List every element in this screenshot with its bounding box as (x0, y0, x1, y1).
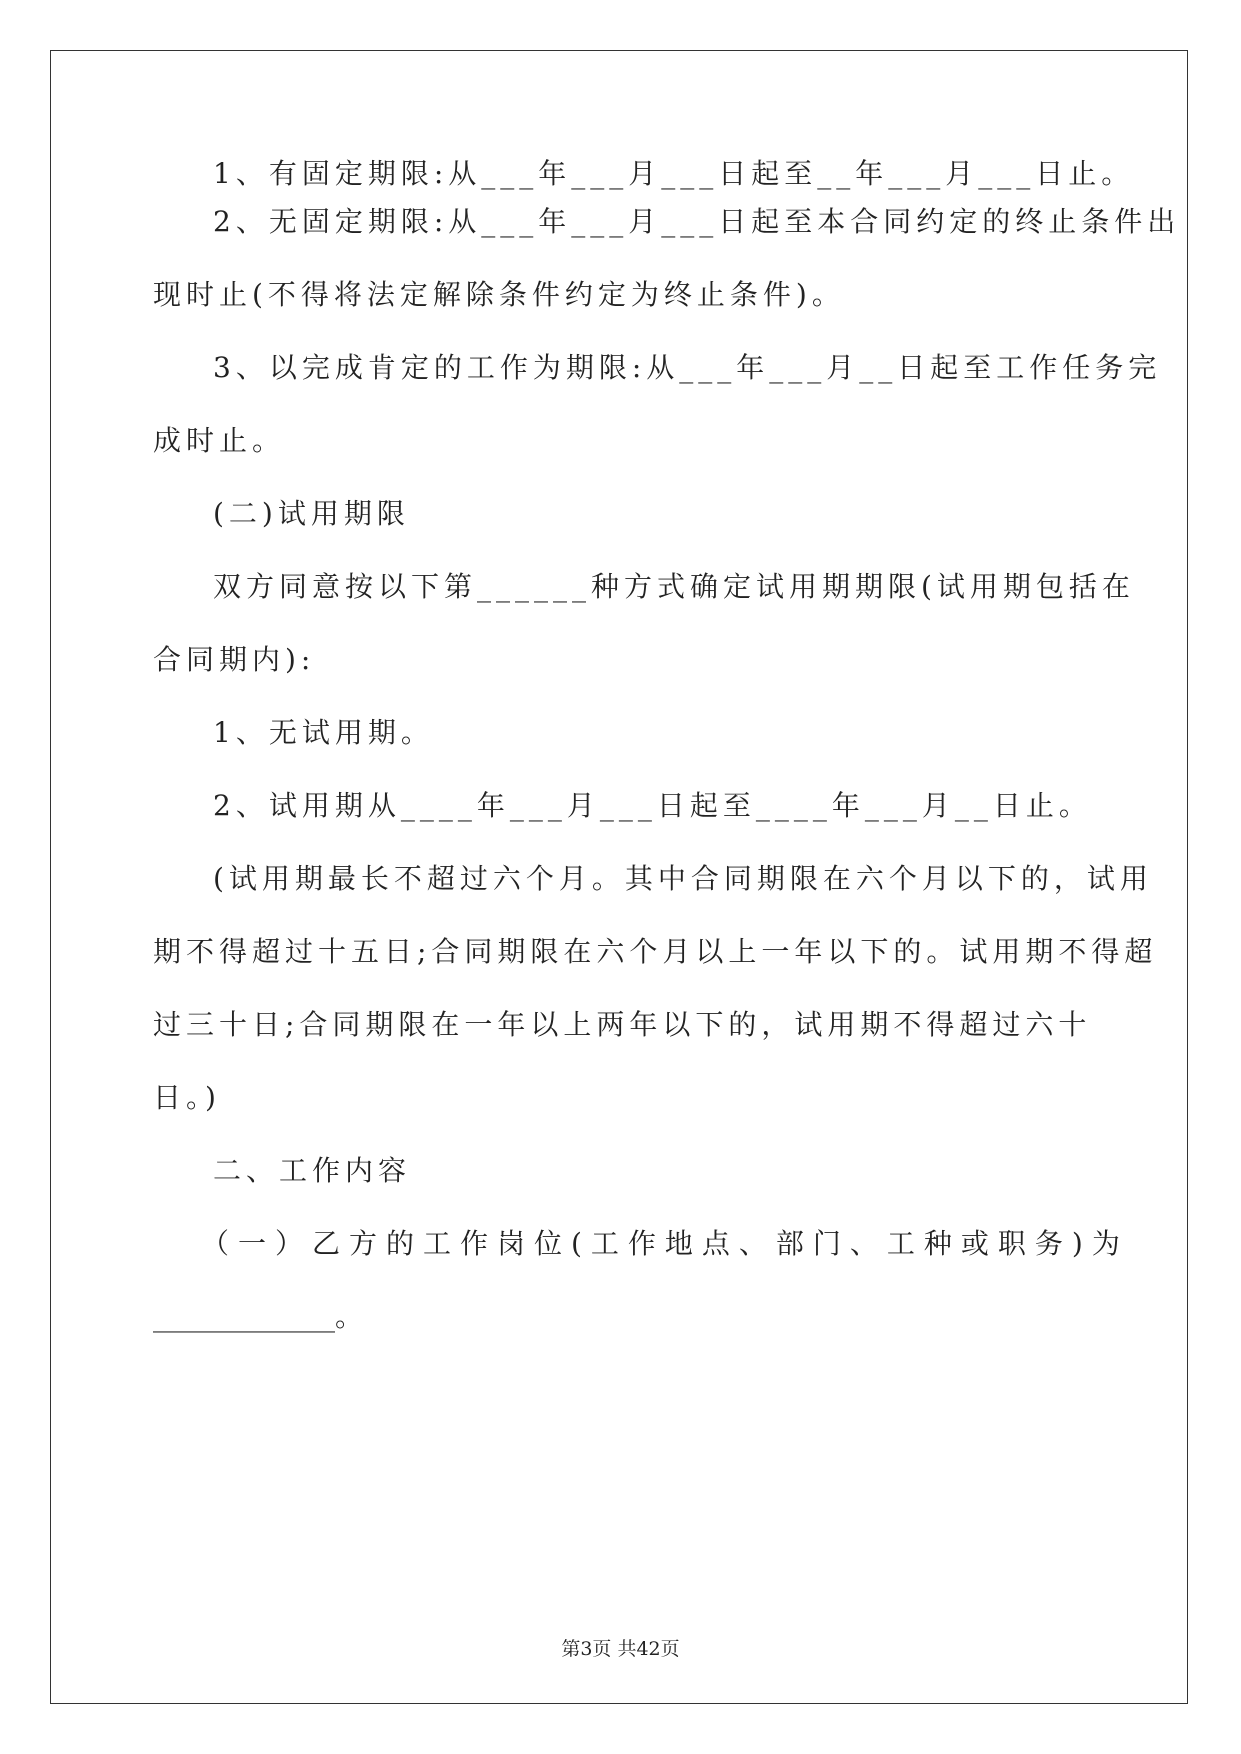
paragraph-line: （一）乙方的工作岗位(工作地点、部门、工种或职务)为 (201, 1227, 1129, 1260)
paragraph-probation-limits (213, 857, 1153, 897)
paragraph-line: _____________。 (153, 1300, 364, 1333)
paragraph-probation-limits-cont (153, 1003, 1091, 1043)
paragraph-line: 二、工作内容 (213, 1154, 412, 1187)
paragraph-line: 1、无试用期。 (213, 716, 434, 749)
paragraph-probation-dates (213, 784, 1092, 824)
paragraph-probation-method (213, 565, 1135, 605)
paragraph-line: 成时止。 (153, 424, 286, 457)
paragraph-task-term (213, 346, 1161, 386)
paragraph-probation-limits-cont (153, 930, 1157, 970)
paragraph-line: 3、以完成肯定的工作为期限:从___年___月__日起至工作任务完 (213, 351, 1162, 384)
paragraph-probation-limits-cont (153, 1076, 221, 1116)
paragraph-no-probation (213, 711, 434, 751)
paragraph-line: (试用期最长不超过六个月。其中合同期限在六个月以下的，试用 (213, 862, 1153, 895)
section-heading-probation (213, 492, 410, 532)
page-number-footer: 第3页 共42页 (561, 1638, 680, 1660)
paragraph-probation-method-cont (153, 638, 315, 678)
section-heading-work-content (213, 1149, 411, 1189)
paragraph-task-term-cont (153, 419, 285, 459)
paragraph-job-position (201, 1222, 1129, 1262)
paragraph-line: 日。) (153, 1081, 221, 1114)
paragraph-line: 1、有固定期限:从___年___月___日起至__年___月___日止。 (213, 157, 1135, 190)
paragraph-line: 过三十日;合同期限在一年以上两年以下的，试用期不得超过六十 (153, 1008, 1092, 1041)
paragraph-line: 双方同意按以下第______种方式确定试用期期限(试用期包括在 (213, 570, 1135, 603)
paragraph-line: 2、无固定期限:从___年___月___日起至本合同约定的终止条件出 (213, 205, 1181, 238)
paragraph-fixed-term (213, 152, 1134, 192)
paragraph-job-position-cont (153, 1295, 363, 1335)
paragraph-line: 现时止(不得将法定解除条件约定为终止条件)。 (153, 278, 845, 311)
paragraph-line: 合同期内): (153, 643, 316, 676)
paragraph-open-term-cont (153, 273, 845, 313)
paragraph-line: (二)试用期限 (213, 497, 410, 530)
paragraph-open-term (213, 200, 1180, 240)
paragraph-line: 2、试用期从____年___月___日起至____年___月__日止。 (213, 789, 1092, 822)
paragraph-line: 期不得超过十五日;合同期限在六个月以上一年以下的。试用期不得超 (153, 935, 1158, 968)
